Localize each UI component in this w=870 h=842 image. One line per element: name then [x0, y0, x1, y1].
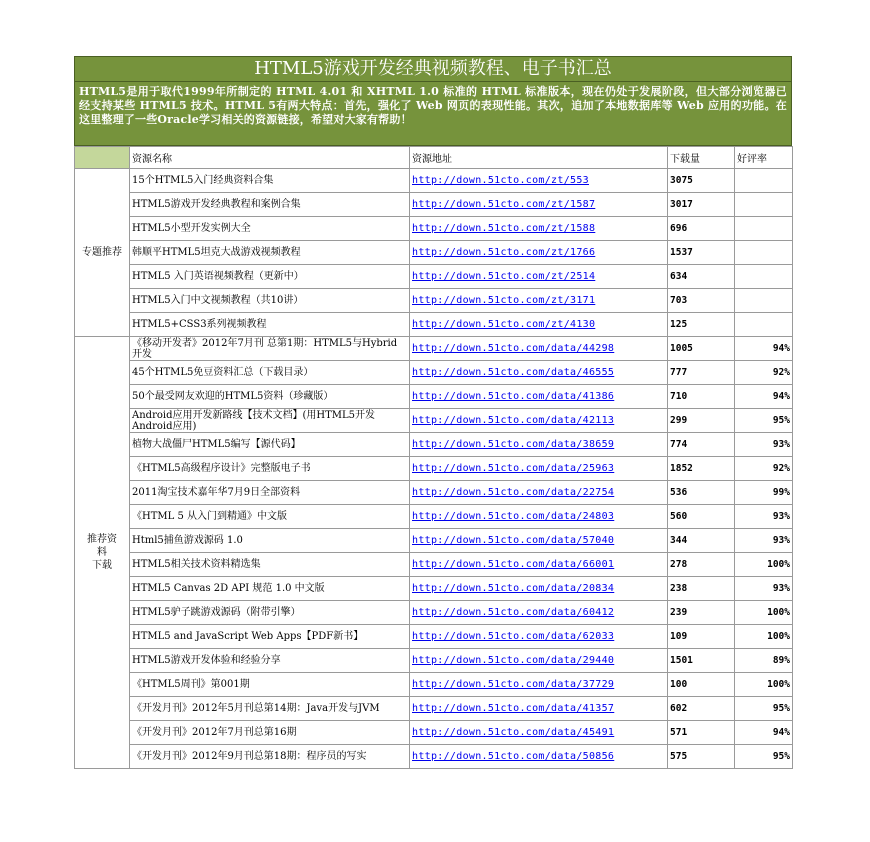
table-row [75, 409, 793, 433]
rating-value: 89% [735, 649, 793, 673]
resource-name: 2011淘宝技术嘉年华7月9日全部资料 [130, 481, 410, 505]
group-label [75, 337, 130, 769]
rating-value: 100% [735, 673, 793, 697]
resource-name: 《移动开发者》2012年7月刊 总第1期：HTML5与Hybrid开发 [130, 337, 410, 361]
download-count: 344 [668, 529, 735, 553]
rating-value: 94% [735, 337, 793, 361]
rating-value [735, 193, 793, 217]
rating-value [735, 217, 793, 241]
table-row [75, 337, 793, 361]
resource-name: HTML5 Canvas 2D API 规范 1.0 中文版 [130, 577, 410, 601]
rating-value [735, 241, 793, 265]
download-count: 100 [668, 673, 735, 697]
resource-name: HTML5相关技术资料精选集 [130, 553, 410, 577]
table-row [75, 385, 793, 409]
table-row [75, 313, 793, 337]
resource-name: HTML5驴子跳游戏源码（附带引擎） [130, 601, 410, 625]
resource-link[interactable]: http://down.51cto.com/data/38659 [410, 433, 668, 457]
rating-value: 93% [735, 433, 793, 457]
resource-link[interactable]: http://down.51cto.com/data/41386 [410, 385, 668, 409]
resource-link[interactable]: http://down.51cto.com/data/37729 [410, 673, 668, 697]
group-label: 专题推荐 [75, 169, 130, 337]
resource-name: 45个HTML5免豆资料汇总（下载目录） [130, 361, 410, 385]
resource-link[interactable]: http://down.51cto.com/data/42113 [410, 409, 668, 433]
rating-value: 95% [735, 409, 793, 433]
download-count: 560 [668, 505, 735, 529]
download-count: 571 [668, 721, 735, 745]
rating-value: 94% [735, 385, 793, 409]
rating-value: 95% [735, 697, 793, 721]
resource-link[interactable]: http://down.51cto.com/data/20834 [410, 577, 668, 601]
group-label-line: 推荐资 [87, 534, 117, 545]
table-row [75, 649, 793, 673]
table-row [75, 745, 793, 769]
header-name: 资源名称 [130, 147, 410, 169]
resource-link[interactable]: http://down.51cto.com/zt/553 [410, 169, 668, 193]
rating-value: 100% [735, 553, 793, 577]
resource-name: 《开发月刊》2012年7月刊总第16期 [130, 721, 410, 745]
table-row [75, 241, 793, 265]
resource-link[interactable]: http://down.51cto.com/data/45491 [410, 721, 668, 745]
rating-value: 92% [735, 457, 793, 481]
header-url: 资源地址 [410, 147, 668, 169]
table-row [75, 721, 793, 745]
download-count: 696 [668, 217, 735, 241]
rating-value: 94% [735, 721, 793, 745]
sheet-title: HTML5游戏开发经典视频教程、电子书汇总 [74, 56, 792, 82]
resource-name: 《开发月刊》2012年5月刊总第14期：Java开发与JVM [130, 697, 410, 721]
table-row [75, 529, 793, 553]
download-count: 239 [668, 601, 735, 625]
header-row [75, 147, 793, 169]
resource-name: HTML5入门中文视频教程（共10讲） [130, 289, 410, 313]
resource-link[interactable]: http://down.51cto.com/data/44298 [410, 337, 668, 361]
table-row [75, 553, 793, 577]
resource-link[interactable]: http://down.51cto.com/data/29440 [410, 649, 668, 673]
resource-table [74, 146, 793, 769]
resource-link[interactable]: http://down.51cto.com/zt/3171 [410, 289, 668, 313]
rating-value [735, 289, 793, 313]
resource-name: Android应用开发新路线【技术文档】(用HTML5开发Android应用) [130, 409, 410, 433]
download-count: 3075 [668, 169, 735, 193]
resource-link[interactable]: http://down.51cto.com/data/50856 [410, 745, 668, 769]
resource-link[interactable]: http://down.51cto.com/data/57040 [410, 529, 668, 553]
resource-name: 《HTML5高级程序设计》完整版电子书 [130, 457, 410, 481]
intro-text: HTML5是用于取代1999年所制定的 HTML 4.01 和 XHTML 1.0 标准的 HTML 标准版本，现在仍处于发展阶段，但大部分浏览器已经支持某些 HTML5 技术。HTML 5有两大特点：首先，强化了 Web 网页的表现性能。其次，追加了本地数据库等 Web 应用的功能。在这里整理了一些Oracle学习相关的资源链接，希望对大家有帮助！ [74, 82, 792, 146]
download-count: 536 [668, 481, 735, 505]
table-row [75, 289, 793, 313]
resource-name: HTML5游戏开发经典教程和案例合集 [130, 193, 410, 217]
rating-value: 100% [735, 625, 793, 649]
table-row [75, 481, 793, 505]
rating-value: 93% [735, 577, 793, 601]
header-blank-cell [75, 147, 130, 169]
download-count: 109 [668, 625, 735, 649]
resource-name: HTML5小型开发实例大全 [130, 217, 410, 241]
resource-name: 《HTML5周刊》第001期 [130, 673, 410, 697]
resource-name: HTML5 入门英语视频教程（更新中） [130, 265, 410, 289]
download-count: 1537 [668, 241, 735, 265]
resource-link[interactable]: http://down.51cto.com/zt/1587 [410, 193, 668, 217]
resource-link[interactable]: http://down.51cto.com/data/46555 [410, 361, 668, 385]
resource-link[interactable]: http://down.51cto.com/data/62033 [410, 625, 668, 649]
rating-value: 93% [735, 505, 793, 529]
table-row [75, 673, 793, 697]
resource-link[interactable]: http://down.51cto.com/data/24803 [410, 505, 668, 529]
table-row [75, 217, 793, 241]
resource-name: 50个最受网友欢迎的HTML5资料（珍藏版） [130, 385, 410, 409]
download-count: 1501 [668, 649, 735, 673]
resource-name: 韩顺平HTML5坦克大战游戏视频教程 [130, 241, 410, 265]
download-count: 634 [668, 265, 735, 289]
group-label-line: 下载 [92, 560, 112, 571]
rating-value [735, 313, 793, 337]
resource-name: HTML5游戏开发体验和经验分享 [130, 649, 410, 673]
table-row [75, 697, 793, 721]
resource-link[interactable]: http://down.51cto.com/data/41357 [410, 697, 668, 721]
download-count: 125 [668, 313, 735, 337]
table-row [75, 625, 793, 649]
download-count: 710 [668, 385, 735, 409]
download-count: 299 [668, 409, 735, 433]
rating-value [735, 169, 793, 193]
table-row [75, 193, 793, 217]
table-row [75, 601, 793, 625]
rating-value: 95% [735, 745, 793, 769]
header-downloads: 下载量 [668, 147, 735, 169]
rating-value: 99% [735, 481, 793, 505]
table-row [75, 577, 793, 601]
rating-value: 93% [735, 529, 793, 553]
resource-link[interactable]: http://down.51cto.com/zt/2514 [410, 265, 668, 289]
table-row [75, 433, 793, 457]
table-row [75, 361, 793, 385]
resource-link[interactable]: http://down.51cto.com/data/22754 [410, 481, 668, 505]
rating-value: 92% [735, 361, 793, 385]
table-row [75, 505, 793, 529]
resource-name: Html5捕鱼游戏源码 1.0 [130, 529, 410, 553]
download-count: 238 [668, 577, 735, 601]
download-count: 602 [668, 697, 735, 721]
resource-link[interactable]: http://down.51cto.com/data/60412 [410, 601, 668, 625]
download-count: 575 [668, 745, 735, 769]
resource-link[interactable]: http://down.51cto.com/zt/4130 [410, 313, 668, 337]
download-count: 703 [668, 289, 735, 313]
table-row [75, 169, 793, 193]
download-count: 777 [668, 361, 735, 385]
group-label-line: 料 [97, 547, 107, 558]
resource-name: 《HTML 5 从入门到精通》中文版 [130, 505, 410, 529]
resource-link[interactable]: http://down.51cto.com/data/66001 [410, 553, 668, 577]
resource-link[interactable]: http://down.51cto.com/zt/1588 [410, 217, 668, 241]
rating-value [735, 265, 793, 289]
table-row [75, 457, 793, 481]
download-count: 3017 [668, 193, 735, 217]
download-count: 278 [668, 553, 735, 577]
resource-link[interactable]: http://down.51cto.com/zt/1766 [410, 241, 668, 265]
resource-link[interactable]: http://down.51cto.com/data/25963 [410, 457, 668, 481]
resource-name: HTML5 and JavaScript Web Apps【PDF新书】 [130, 625, 410, 649]
rating-value: 100% [735, 601, 793, 625]
spreadsheet [74, 56, 792, 769]
resource-name: 植物大战僵尸HTML5编写【源代码】 [130, 433, 410, 457]
table-row [75, 265, 793, 289]
header-rating: 好评率 [735, 147, 793, 169]
download-count: 1852 [668, 457, 735, 481]
download-count: 1005 [668, 337, 735, 361]
resource-name: HTML5+CSS3系列视频教程 [130, 313, 410, 337]
download-count: 774 [668, 433, 735, 457]
resource-name: 《开发月刊》2012年9月刊总第18期：程序员的写实 [130, 745, 410, 769]
resource-name: 15个HTML5入门经典资料合集 [130, 169, 410, 193]
